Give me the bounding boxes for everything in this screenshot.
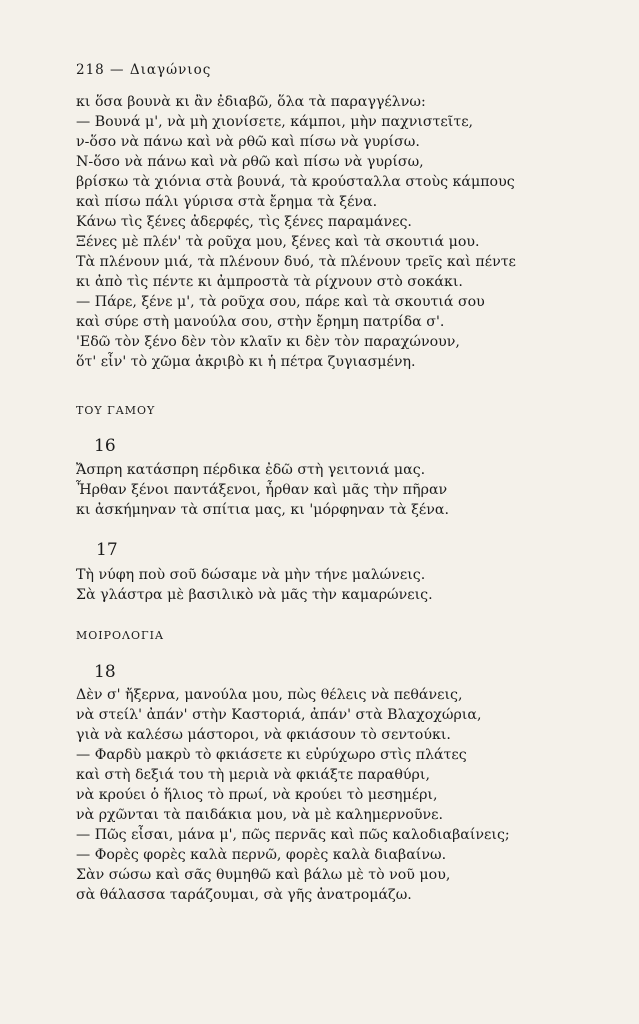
running-head: 218 — Διαγώνιος — [76, 62, 212, 78]
poem-16 — [76, 460, 621, 520]
verse-line: κι ὅσα βουνὰ κι ἂν ἐδιαβῶ, ὅλα τὰ παραγγέλνω: — [76, 94, 426, 110]
verse-line: Τὴ νύφη ποὺ σοῦ δώσαμε νὰ μὴν τήνε μαλώνεις. — [76, 567, 426, 583]
verse-line: — Πῶς εἶσαι, μάνα μ', πῶς περνᾶς καὶ πῶς καλοδιαβαίνεις; — [76, 827, 510, 843]
verse-line: καὶ στὴ δεξιά του τὴ μεριὰ νὰ φκιάξτε παραθύρι, — [76, 767, 430, 783]
verse-line: Δὲν σ' ἤξερνα, μανούλα μου, πὼς θέλεις νὰ πεθάνεις, — [76, 687, 463, 703]
verse-line: Τὰ πλένουν μιά, τὰ πλένουν δυό, τὰ πλένουν τρεῖς καὶ πέντε — [76, 254, 516, 270]
poem-number-18: 18 — [94, 662, 116, 682]
verse-line: σὰ θάλασσα ταράζουμαι, σὰ γῆς ἀνατρομάζω. — [76, 887, 412, 903]
poem-number-16: 16 — [94, 436, 116, 456]
verse-line: Σὰν σώσω καὶ σᾶς θυμηθῶ καὶ βάλω μὲ τὸ νοῦ μου, — [76, 867, 451, 883]
poem-number-17: 17 — [96, 540, 118, 560]
section-heading-moirologia: ΜΟΙΡΟΛΟΓΙΑ — [76, 629, 164, 642]
verse-line: καὶ πίσω πάλι γύρισα στὰ ἔρημα τὰ ξένα. — [76, 194, 378, 210]
verse-line: Ν-ὅσο νὰ πάνω καὶ νὰ ρθῶ καὶ πίσω νὰ γυρίσω, — [76, 154, 424, 170]
verse-line: Κάνω τὶς ξένες ἀδερφές, τὶς ξένες παραμάνες. — [76, 214, 412, 230]
section-heading-gamos: ΤΟΥ ΓΑΜΟΥ — [76, 404, 156, 417]
verse-line: κι ἀσκήμηναν τὰ σπίτια μας, κι 'μόρφηναν τὰ ξένα. — [76, 502, 449, 518]
verse-line: γιὰ νὰ καλέσω μάστοροι, νὰ φκιάσουν τὸ σεντούκι. — [76, 727, 451, 743]
verse-line: νὰ στείλ' ἀπάν' στὴν Καστοριά, ἀπάν' στὰ Βλαχοχώρια, — [76, 707, 482, 723]
verse-line: — Βουνά μ', νὰ μὴ χιονίσετε, κάμποι, μὴν παχνιστεῖτε, — [76, 114, 474, 130]
verse-line: — Πάρε, ξένε μ', τὰ ροῦχα σου, πάρε καὶ τὰ σκουτιά σου — [76, 294, 485, 310]
verse-line: κι ἀπὸ τὶς πέντε κι ἀμπροστὰ τὰ ρίχνουν στὸ σοκάκι. — [76, 274, 463, 290]
verse-line: Σὰ γλάστρα μὲ βασιλικὸ νὰ μᾶς τὴν καμαρώνεις. — [76, 587, 433, 603]
verse-line: ν-ὅσο νὰ πάνω καὶ νὰ ρθῶ καὶ πίσω νὰ γυρίσω. — [76, 134, 420, 150]
verse-line: — Φαρδὺ μακρὺ τὸ φκιάσετε κι εὐρύχωρο στὶς πλάτες — [76, 747, 467, 763]
verse-line: βρίσκω τὰ χιόνια στὰ βουνά, τὰ κρούσταλλα στοὺς κάμπους — [76, 174, 515, 190]
poem-continuation — [76, 92, 621, 372]
verse-line: Ξένες μὲ πλέν' τὰ ροῦχα μου, ξένες καὶ τὰ σκουτιά μου. — [76, 234, 480, 250]
verse-line: καὶ σύρε στὴ μανούλα σου, στὴν ἔρημη πατρίδα σ'. — [76, 314, 445, 330]
verse-line: νὰ ρχῶνται τὰ παιδάκια μου, νὰ μὲ καλημερνοῦνε. — [76, 807, 443, 823]
verse-line: νὰ κρούει ὁ ἥλιος τὸ πρωί, νὰ κρούει τὸ μεσημέρι, — [76, 787, 438, 803]
verse-line: Ἄσπρη κατάσπρη πέρδικα ἐδῶ στὴ γειτονιά μας. — [76, 462, 426, 478]
verse-line: ὅτ' εἶν' τὸ χῶμα ἀκριβὸ κι ἡ πέτρα ζυγιασμένη. — [76, 354, 416, 370]
verse-line: — Φορὲς φορὲς καλὰ περνῶ, φορὲς καλὰ διαβαίνω. — [76, 847, 447, 863]
poem-17 — [76, 565, 621, 605]
verse-line: 'Εδῶ τὸν ξένο δὲν τὸν κλαῖν κι δὲν τὸν παραχώνουν, — [76, 334, 460, 350]
poem-18 — [76, 685, 621, 905]
verse-line: Ἦρθαν ξένοι παντάξενοι, ἦρθαν καὶ μᾶς τὴν πῆραν — [76, 482, 448, 498]
